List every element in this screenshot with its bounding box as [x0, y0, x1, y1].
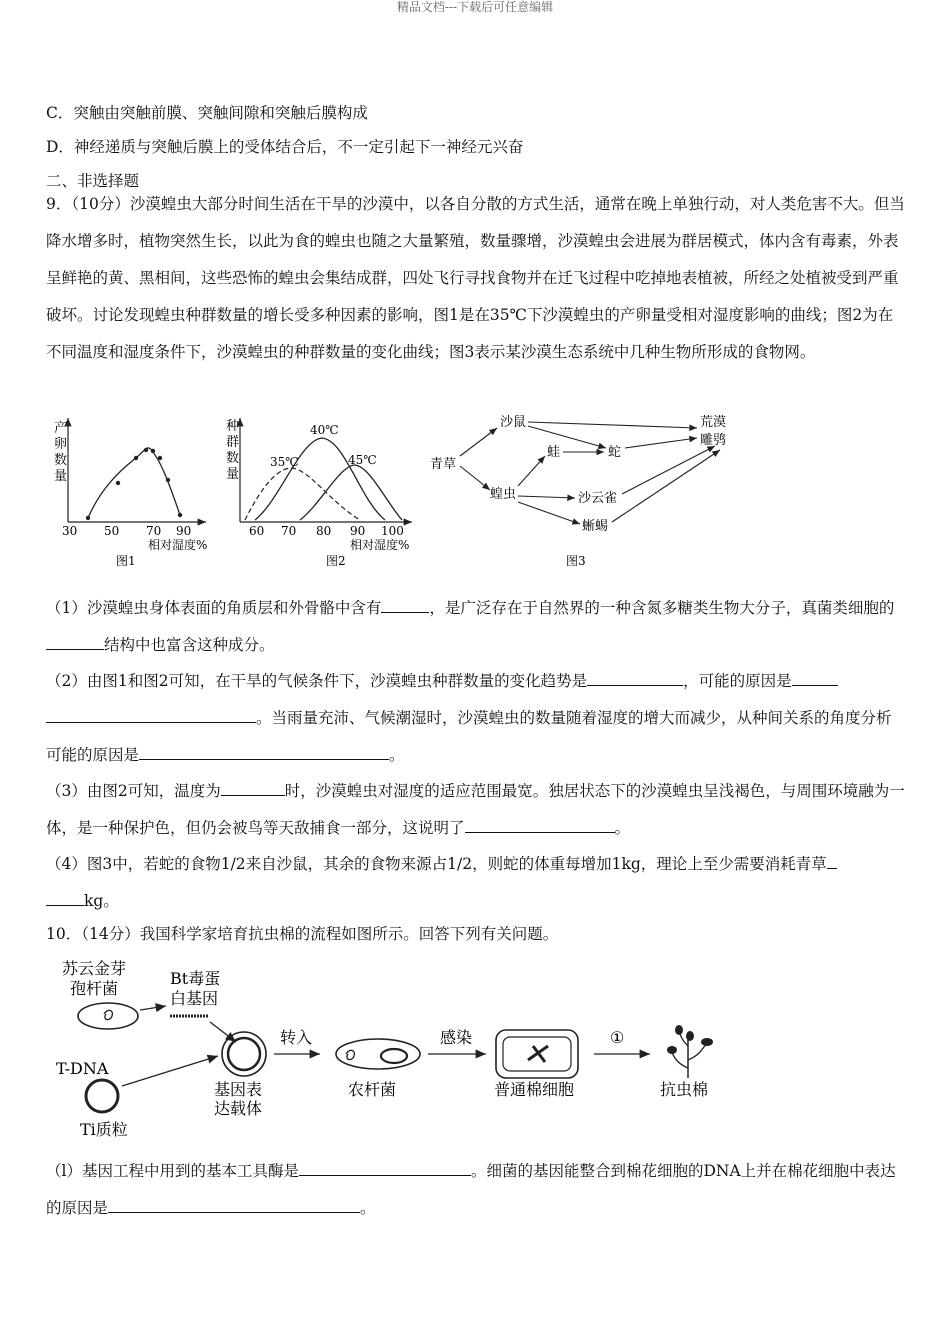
label-vector-1: 基因表: [214, 1080, 263, 1099]
fig2-caption: 图2: [326, 554, 346, 568]
node-lizard: 蜥蜴: [582, 519, 609, 534]
label-arrow-infect: 感染: [440, 1028, 473, 1047]
fig1-point: [144, 448, 148, 452]
arrow-plasmid-to-vector: [122, 1056, 218, 1086]
edge-snake-eagle: [625, 438, 697, 448]
fig2-xtick: 80: [316, 524, 332, 538]
q10-flow-diagram: [0, 950, 950, 1140]
fig2-series-40: [255, 438, 385, 520]
edge-gerbil-snake: [528, 426, 606, 448]
section-title: 二、非选择题: [46, 172, 140, 190]
agro-plasmid: [381, 1049, 407, 1063]
edge-locust-lizard: [518, 502, 580, 524]
label-bt-gene-2: 白基因: [170, 989, 219, 1008]
fig2-ylabel-3: 数: [226, 451, 240, 466]
fig2-label-45: 45℃: [348, 453, 377, 467]
edge-locust-lark: [518, 496, 575, 498]
fig1-xtick: 50: [104, 524, 120, 538]
figure-1: [54, 418, 207, 568]
figure-2: [226, 418, 412, 568]
option-c: C．突触由突触前膜、突触间隙和突触后膜构成: [46, 104, 368, 122]
node-grass: 青草: [430, 457, 457, 472]
fig1-ylabel-4: 量: [54, 469, 68, 484]
edge-lizard-eagle: [612, 450, 720, 522]
label-bt-gene-1: Bt毒蛋: [170, 969, 221, 988]
fig2-ylabel-1: 种: [226, 419, 240, 434]
fig2-xtick: 70: [281, 524, 297, 538]
arrow-gene-to-vector: [210, 1022, 236, 1042]
q9-intro: 9．（10分）沙漠蝗虫大部分时间生活在干旱的沙漠中，以各自分散的方式生活，通常在晚上单独行动，对人类危害不大。但当降水增多时，植物突然生长，以此为食的蝗虫也随之大量繁殖，数量骤增，沙漠蝗虫会进展为群居模式，体内含有毒素，外表呈鲜艳的黄、黑相间，这些恐怖的蝗虫会集结成群，四处飞行寻找食物并在迁飞过程中吃掉地表植被，所经之处植被受到严重破坏。讨论发现蝗虫种群数量的增长受多种因素的影响，图1是在35℃下沙漠蝗虫的产卵量受相对湿度影响的曲线；图2为在不同温度和湿度条件下，沙漠蝗虫的种群数量的变化曲线；图3表示某沙漠生态系统中几种生物所形成的食物网。: [46, 195, 905, 361]
node-snake: 蛇: [608, 445, 622, 460]
fig2-ylabel-2: 群: [226, 435, 240, 450]
fig3-caption: 图3: [566, 554, 586, 568]
fig1-ylabel-3: 数: [54, 453, 68, 468]
arrow-bac-to-gene: [140, 1006, 166, 1010]
label-agrobacterium: 农杆菌: [348, 1080, 397, 1099]
fig2-ylabel-4: 量: [226, 467, 240, 482]
label-vector-2: 达载体: [214, 1099, 263, 1118]
figure-3-food-web: [430, 414, 726, 568]
fig2-xtick: 100: [381, 524, 404, 538]
option-d: D．神经递质与突触后膜上的受体结合后，不一定引起下一神经元兴奋: [46, 138, 524, 156]
fig1-ylabel-2: 卵: [54, 437, 68, 452]
cotton-cell-chromosome: [528, 1046, 548, 1062]
label-pest-resistant-cotton: 抗虫棉: [660, 1080, 709, 1099]
fig1-point: [116, 481, 120, 485]
fig2-xtick: 60: [249, 524, 265, 538]
agro-dna: [346, 1050, 354, 1059]
q9-part2: （2）由图1和图2可知，在干旱的气候条件下，沙漠蝗虫种群数量的变化趋势是 ，可能的原因是 。当雨量充沛、气候潮湿时，沙漠蝗虫的数量随着湿度的增大而减少，从种间关系的角度分析可能的原因是 。: [46, 672, 892, 764]
fig1-xtick: 30: [62, 524, 78, 538]
bacterium-dna: [104, 1010, 112, 1019]
node-frog: 蛙: [547, 445, 561, 460]
label-arrow-transfer: 转入: [280, 1028, 313, 1047]
fig2-xlabel: 相对湿度%: [350, 538, 410, 552]
fig1-caption: 图1: [116, 554, 136, 568]
q10-part1: （l）基因工程中用到的基本工具酶是 。细菌的基因能整合到棉花细胞的DNA上并在棉花细胞中表达的原因是 。: [46, 1162, 896, 1217]
label-step: ①: [610, 1028, 625, 1047]
ti-plasmid: [86, 1080, 118, 1112]
label-tdna: T-DNA: [56, 1059, 109, 1078]
fig2-label-35: 35℃: [270, 455, 299, 469]
fig1-point: [178, 513, 182, 517]
node-eagle-line2: 雕鸮: [700, 433, 727, 448]
edge-grass-gerbil: [460, 428, 497, 456]
fig1-point: [166, 478, 170, 482]
fig1-xlabel: 相对湿度%: [148, 538, 208, 552]
edge-locust-frog: [518, 456, 545, 486]
fig1-point: [86, 516, 90, 520]
fig2-xtick: 90: [350, 524, 366, 538]
q10-intro: 10．（14分）我国科学家培育抗虫棉的流程如图所示。回答下列有关问题。: [46, 925, 559, 943]
fig1-ylabel-1: 产: [54, 421, 68, 436]
fig2-label-40: 40℃: [310, 423, 339, 437]
q9-part4: （4）图3中，若蛇的食物1/2来自沙鼠，其余的食物来源占1/2，则蛇的体重每增加1kg，理论上至少需要消耗青草 kg。: [46, 846, 906, 920]
cotton-plant: [667, 1025, 713, 1078]
fig1-point: [151, 449, 155, 453]
edge-gerbil-eagle: [528, 422, 697, 428]
label-bacterium-1: 苏云金芽: [62, 959, 127, 978]
q9-part3: （3）由图2可知，温度为 时，沙漠蝗虫对湿度的适应范围最宽。独居状态下的沙漠蝗虫呈浅褐色，与周围环境融为一体，是一种保护色，但仍会被鸟等天敌捕食一部分，这说明了 。: [46, 782, 905, 837]
node-locust: 蝗虫: [490, 487, 517, 502]
node-lark: 沙云雀: [578, 491, 618, 506]
fig1-point: [134, 456, 138, 460]
expression-vector-inner: [228, 1038, 260, 1070]
page-header: 精品文档---下载后可任意编辑: [396, 0, 554, 14]
label-ti-plasmid: Ti质粒: [80, 1120, 128, 1139]
fig2-series-45: [300, 465, 402, 520]
fig1-xtick: 90: [176, 524, 192, 538]
q9-figures: [0, 410, 950, 585]
bacterium-cell: [78, 1003, 138, 1029]
edge-grass-locust: [460, 466, 490, 490]
q9-part1: （1）沙漠蝗虫身体表面的角质层和外骨骼中含有 ，是广泛存在于自然界的一种含氮多糖类生物大分子，真菌类细胞的结构中也富含这种成分。: [46, 599, 895, 654]
fig1-point: [158, 456, 162, 460]
fig1-xtick: 70: [146, 524, 162, 538]
label-cotton-cell: 普通棉细胞: [494, 1080, 575, 1099]
edge-lark-eagle: [622, 446, 715, 494]
label-bacterium-2: 孢杆菌: [70, 979, 119, 998]
node-gerbil: 沙鼠: [500, 415, 527, 430]
node-eagle-line1: 荒漠: [700, 415, 727, 430]
